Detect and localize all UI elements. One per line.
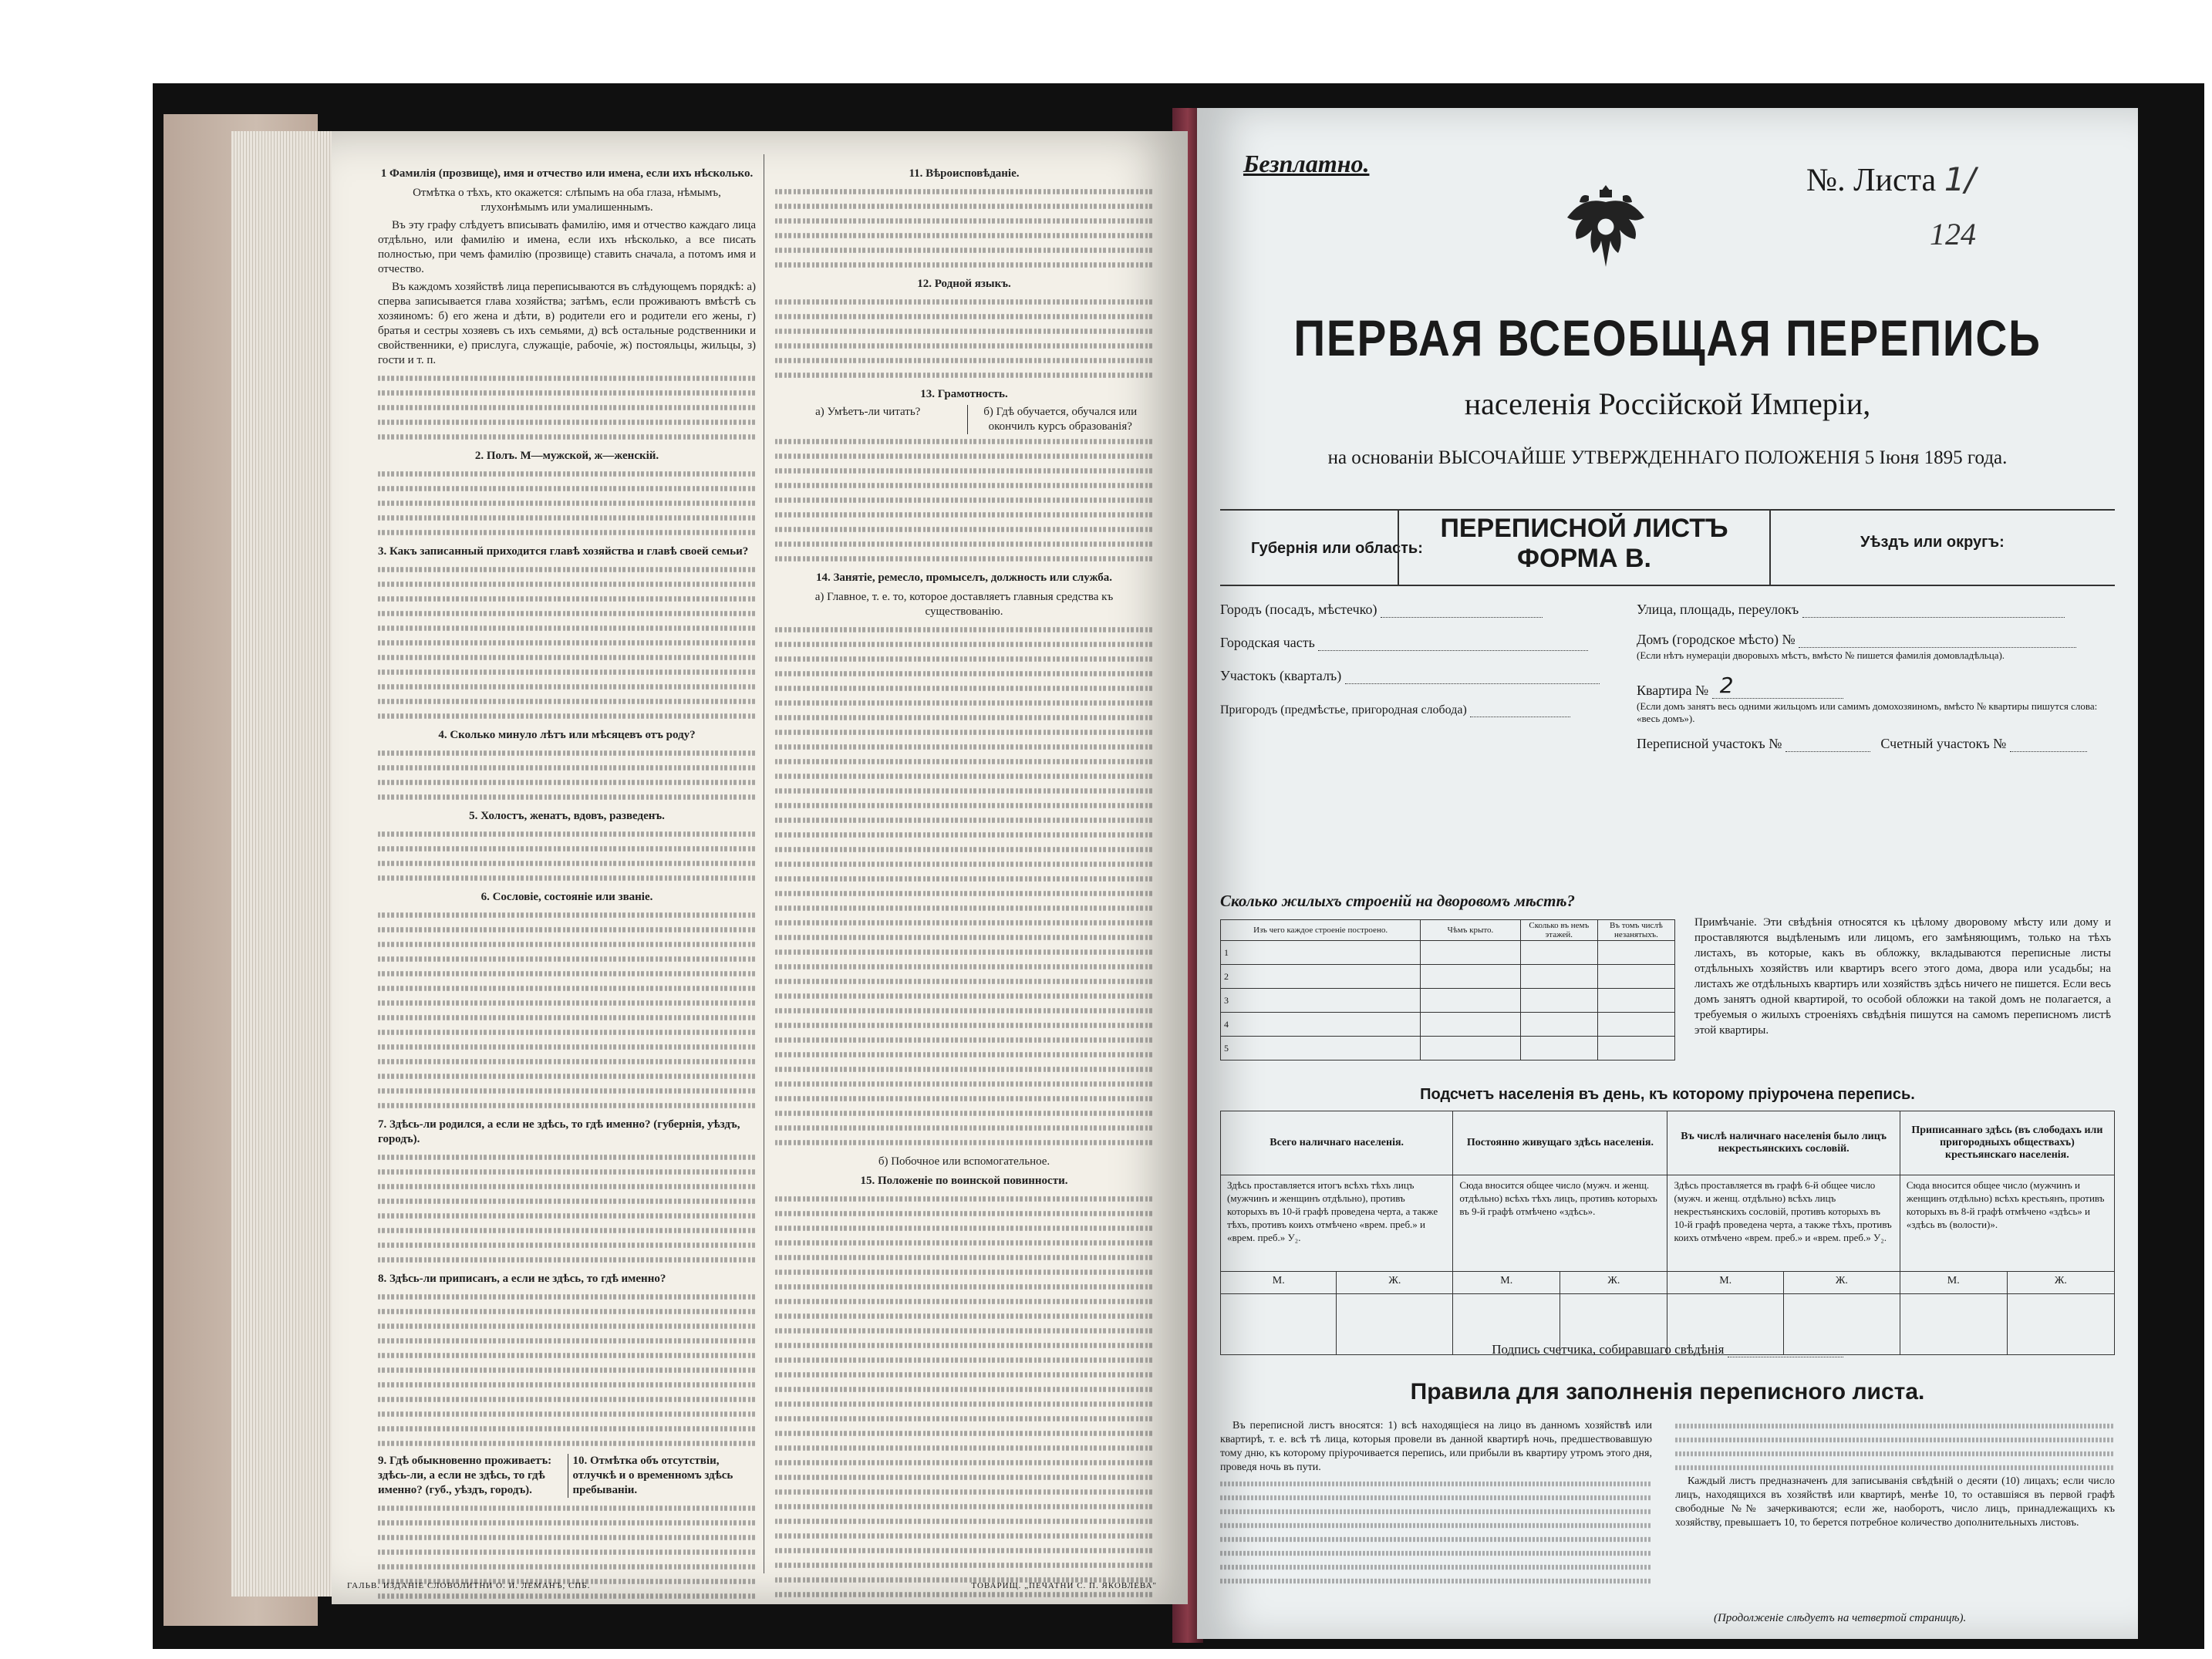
heading-1b: Отмѣтка о тѣхъ, кто окажется: слѣпымъ на оба глаза, нѣмымъ, глухонѣмымъ или умалишеннымъ. <box>413 187 721 214</box>
row-number: 4 <box>1221 1013 1421 1037</box>
table-cell[interactable] <box>1520 989 1597 1013</box>
heading-14: 14. Занятіе, ремесло, промыселъ, должность или служба. <box>815 572 1113 584</box>
male-label: М. <box>1221 1272 1337 1294</box>
female-label: Ж. <box>1783 1272 1900 1294</box>
sheet-number-handwritten: 1/ <box>1944 160 1976 198</box>
table-row <box>1221 1037 1675 1060</box>
dom-label: Домъ (городское мѣсто) № <box>1637 632 1796 647</box>
rules-paragraph: Каждый листъ предназначенъ для записыванія свѣдѣній о десяти (10) лицахъ; если число лицъ, находящихся въ хозяйствѣ или квартирѣ, менѣе 10, то оставшіяся въ первой графѣ свободные №№ зачеркиваются; если же, наоборотъ, число лицъ, принадлежащихъ къ хозяйству, превышаетъ 10, то берется потребное количество дополнительныхъ листовъ. <box>1675 1475 2115 1529</box>
heading-13b: б) Гдѣ обучается, обучался или окончилъ курсъ образованія? <box>967 405 1154 434</box>
form-title-box <box>1398 509 1771 586</box>
pop-header: Приписаннаго здѣсь (въ слободахъ или пригородныхъ обществахъ) крестьянскаго населенія. <box>1900 1111 2114 1175</box>
ulitsa-field[interactable] <box>1802 617 2065 618</box>
row-number: 2 <box>1221 965 1421 989</box>
heading-5: 5. Холостъ, женатъ, вдовъ, разведенъ. <box>469 810 665 822</box>
female-label: Ж. <box>1337 1272 1453 1294</box>
heading-8: 8. Здѣсь-ли приписанъ, а если не здѣсь, то гдѣ именно? <box>378 1273 666 1285</box>
heading-11: 11. Вѣроисповѣданіе. <box>909 167 1020 180</box>
table-row <box>1221 941 1675 965</box>
female-label: Ж. <box>2007 1272 2114 1294</box>
kvartira-label: Квартира № <box>1637 683 1709 698</box>
bld-header: Чѣмъ крыто. <box>1421 920 1521 941</box>
table-cell[interactable] <box>1597 989 1674 1013</box>
male-label: М. <box>1453 1272 1560 1294</box>
paragraph: Въ эту графу слѣдуетъ вписывать фамилію, имя и отчество каждаго лица отдѣльно, или фамилію и имена, если ихъ нѣсколько, а все писать полностью, при чемъ фамилію (прозвище) ставить сначала, а потомъ имя и отчество. <box>378 219 756 275</box>
heading-9: 9. Гдѣ обыкновенно проживаетъ: здѣсь-ли, а если не здѣсь, то гдѣ именно? (губ., уѣздъ, городъ). <box>378 1455 552 1496</box>
address-fields-right <box>1637 602 2115 763</box>
schetny-uchastok-label: Счетный участокъ № <box>1880 736 2007 751</box>
kvartira-field[interactable]: 2 <box>1712 673 1843 699</box>
prigorod-label: Пригородъ (предмѣстье, пригородная слобода) <box>1220 703 1467 717</box>
pop-header: Въ числѣ наличнаго населенія было лицъ некрестьянскихъ сословій. <box>1667 1111 1900 1175</box>
pop-description: Сюда вносится общее число (мужчинъ и женщинъ отдѣльно) всѣхъ крестьянъ, противъ которыхъ въ 8-й графѣ отмѣчено «здѣсь» и «здѣсь въ (волости)». <box>1900 1175 2114 1272</box>
male-label: М. <box>1667 1272 1783 1294</box>
table-cell[interactable] <box>1421 965 1521 989</box>
signature-line: Подпись счетчика, собиравшаго свѣдѣнія <box>1197 1342 2138 1357</box>
handwritten-page-number: 124 <box>1930 217 1976 251</box>
table-cell[interactable] <box>1520 1013 1597 1037</box>
rules-paragraph: Въ переписной листъ вносятся: 1) всѣ находящіеся на лицо въ данномъ хозяйствѣ или квартирѣ, т. е. всѣ тѣ лица, которыя провели въ данной квартирѣ ночь, предшествовавшую тому дню, къ которому пріурочивается перепись, или прибыли въ квартиру утромъ этого дня, проведя ночь въ пути. <box>1220 1420 1652 1473</box>
table-row <box>1221 1013 1675 1037</box>
gorod-label: Городъ (посадъ, мѣстечко) <box>1220 602 1377 617</box>
table-cell[interactable] <box>1421 1013 1521 1037</box>
heading-4: 4. Сколько минуло лѣтъ или мѣсяцевъ отъ роду? <box>438 729 696 741</box>
table-cell[interactable] <box>1421 989 1521 1013</box>
table-cell[interactable] <box>1597 965 1674 989</box>
form-title: ПЕРЕПИСНОЙ ЛИСТЪ <box>1440 514 1728 543</box>
heading-6: 6. Сословіе, состояніе или званіе. <box>481 891 653 903</box>
rules-continued-note: (Продолженіе слѣдуетъ на четвертой страницѣ). <box>1714 1612 1967 1624</box>
perepisnoy-uchastok-label: Переписной участокъ № <box>1637 736 1782 751</box>
pop-header: Всего наличнаго населенія. <box>1221 1111 1453 1175</box>
table-cell[interactable] <box>1421 941 1521 965</box>
dom-field[interactable] <box>1799 647 2076 648</box>
page-edges <box>231 131 332 1597</box>
left-page <box>332 131 1188 1604</box>
gorodskaya-chast-field[interactable] <box>1318 650 1588 651</box>
pop-header: Постоянно живущаго здѣсь населенія. <box>1453 1111 1667 1175</box>
buildings-note: Примѣчаніе. Эти свѣдѣнія относятся къ цѣлому дворовому мѣсту или дому и проставляются выдѣленымъ или лицомъ, его замѣняющимъ, только на тѣхъ листахъ, въ которые, какъ въ обложку, вкладываются переписные листы отдѣльныхъ хозяйствъ или квартиръ всего этого дома, двора или усадьбы; на листахъ же отдѣльныхъ квартиръ или хозяйствъ здѣсь ничего не пишется. Если весь домъ занятъ одной квартирой, то особой обложки на такой домъ не полагается, а требуемыя о жилыхъ строеніяхъ свѣдѣнія пишутся на самомъ переписномъ листѣ этой квартиры. <box>1694 916 2111 1037</box>
printer-footer-left: ГАЛЬВ. ИЗДАНІЕ СЛОВОЛИТНИ О. И. ЛЕМАНЪ, СПБ. <box>347 1581 591 1590</box>
left-column-2 <box>775 162 1153 1604</box>
heading-14a: а) Главное, т. е. то, которое доставляетъ главныя средства къ существованію. <box>814 591 1114 618</box>
buildings-question: Сколько жилыхъ строеній на дворовомъ мѣстѣ? <box>1220 892 1576 910</box>
gorod-field[interactable] <box>1381 617 1543 618</box>
guberniya-label: Губернія или область: <box>1251 540 1423 557</box>
gorodskaya-chast-label: Городская часть <box>1220 635 1315 650</box>
heading-12: 12. Родной языкъ. <box>917 278 1011 290</box>
printer-footer-right: ТОВАРИЩ. „ПЕЧАТНИ С. П. ЯКОВЛЕВА" <box>971 1581 1157 1590</box>
buildings-table <box>1220 919 1675 1060</box>
census-subtitle: населенія Россійской Имперіи, <box>1464 386 1871 421</box>
left-column-1 <box>378 162 756 1604</box>
row-number: 5 <box>1221 1037 1421 1060</box>
rules-title: Правила для заполненія переписного листа. <box>1410 1379 1925 1404</box>
row-number: 1 <box>1221 941 1421 965</box>
table-cell[interactable] <box>1520 941 1597 965</box>
uchastok-field[interactable] <box>1345 683 1600 684</box>
rules-column-1 <box>1220 1419 1652 1588</box>
table-cell[interactable] <box>1421 1037 1521 1060</box>
ulitsa-label: Улица, площадь, переулокъ <box>1637 602 1799 617</box>
heading-13: 13. Грамотность. <box>920 388 1008 400</box>
census-title: ПЕРВАЯ ВСЕОБЩАЯ ПЕРЕПИСЬ <box>1293 309 2042 366</box>
heading-7: 7. Здѣсь-ли родился, а если не здѣсь, то гдѣ именно? (губернія, уѣздъ, городъ). <box>378 1118 740 1145</box>
uezd-label: Уѣздъ или округъ: <box>1860 534 2005 551</box>
header-row <box>1220 509 2115 586</box>
bld-header: Сколько въ немъ этажей. <box>1520 920 1597 941</box>
pop-description: Сюда вносится общее число (мужч. и женщ. отдѣльно) всѣхъ тѣхъ лицъ, противъ которыхъ въ 9-й графѣ отмѣчено «здѣсь». <box>1453 1175 1667 1272</box>
population-table <box>1220 1111 2115 1355</box>
uchastok-label: Участокъ (кварталъ) <box>1220 668 1342 683</box>
dom-note: (Если нѣтъ нумераціи дворовыхъ мѣстъ, вмѣсто № пишется фамилія домовладѣльца). <box>1637 649 2005 661</box>
address-fields-left <box>1220 602 1621 728</box>
table-cell[interactable] <box>1520 1037 1597 1060</box>
sheet-number-field: №. Листа 1/ <box>1806 160 1976 198</box>
kvartira-note: (Если домъ занятъ весь одними жильцомъ или самимъ домохозяиномъ, вмѣсто № квартиры пишутся слова: «весь домъ»). <box>1637 700 2098 724</box>
pop-description: Здѣсь проставляется итогъ всѣхъ тѣхъ лицъ (мужчинъ и женщинъ отдѣльно), противъ которыхъ въ 10-й графѣ проведена черта, а также тѣхъ, противъ коихъ отмѣчено «врем. преб.» и «врем. преб.» У₂. <box>1221 1175 1453 1272</box>
pop-description: Здѣсь проставляется въ графѣ 6-й общее число (мужч. и женщ. отдѣльно) всѣхъ лицъ некрестьянскихъ сословій, противъ которыхъ въ 10-й графѣ проведена черта, а также тѣхъ, противъ коихъ отмѣчено «врем. преб.» и «врем. преб.» У₂. <box>1667 1175 1900 1272</box>
male-label: М. <box>1900 1272 2007 1294</box>
double-headed-eagle-icon <box>1560 179 1652 271</box>
census-basis: на основаніи ВЫСОЧАЙШЕ УТВЕРЖДЕННАГО ПОЛОЖЕНІЯ 5 Іюня 1895 года. <box>1327 447 2008 468</box>
table-cell[interactable] <box>1597 1037 1674 1060</box>
heading-14b: б) Побочное или вспомогательное. <box>878 1155 1050 1168</box>
free-label: Безплатно. <box>1243 150 1370 177</box>
paragraph: Въ каждомъ хозяйствѣ лица переписываются въ слѣдующемъ порядкѣ: а) сперва записывается глава хозяйства; затѣмъ, если проживаютъ вмѣстѣ съ хозяиномъ: б) его жена и дѣти, в) родители его и родители его жены, г) братья и сестры хозяевъ съ ихъ семьями, д) всѣ остальные родственники и свойственники, е) прислуга, служащіе, рабочіе, ж) постояльцы, жильцы, з) гости и т. п. <box>378 281 756 366</box>
bld-header: Въ томъ числѣ незанятыхъ. <box>1597 920 1674 941</box>
heading-13a: а) Умѣетъ-ли читать? <box>815 406 921 418</box>
table-cell[interactable] <box>1597 1013 1674 1037</box>
table-cell[interactable] <box>1597 941 1674 965</box>
table-cell[interactable] <box>1520 965 1597 989</box>
female-label: Ж. <box>1560 1272 1667 1294</box>
row-number: 3 <box>1221 989 1421 1013</box>
heading-2: 2. Полъ. М—мужской, ж—женскій. <box>474 450 659 462</box>
perepisnoy-uchastok-field[interactable] <box>1785 751 1870 752</box>
heading-3: 3. Какъ записанный приходится главѣ хозяйства и главѣ своей семьи? <box>378 545 749 558</box>
table-row <box>1221 965 1675 989</box>
bld-header: Изъ чего каждое строеніе построено. <box>1221 920 1421 941</box>
heading-10: 10. Отмѣтка объ отсутствіи, отлучкѣ и о временномъ здѣсь пребываніи. <box>568 1454 757 1498</box>
schetny-uchastok-field[interactable] <box>2010 751 2087 752</box>
form-letter: ФОРМА В. <box>1516 544 1652 573</box>
right-page <box>1197 108 2138 1639</box>
rules-column-2 <box>1675 1419 2115 1533</box>
population-count-title: Подсчетъ населенія въ день, къ которому пріурочена перепись. <box>1420 1086 1915 1103</box>
table-row <box>1221 989 1675 1013</box>
heading-15: 15. Положеніе по воинской повинности. <box>860 1175 1068 1187</box>
heading-1: 1 Фамилія (прозвище), имя и отчество или имена, если ихъ нѣсколько. <box>380 167 754 180</box>
